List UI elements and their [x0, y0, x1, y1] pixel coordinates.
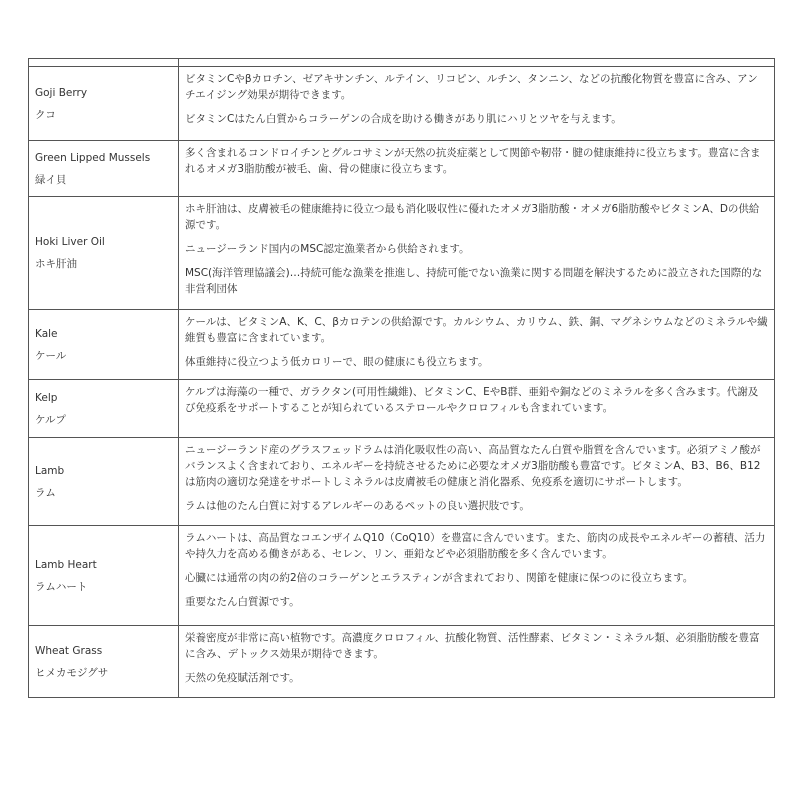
description-paragraph: ラムは他のたん白質に対するアレルギーのあるペットの良い選択肢です。 — [185, 500, 530, 512]
table-row — [29, 67, 774, 141]
ingredient-name-cell — [29, 438, 179, 525]
description-paragraph: MSC(海洋管理協議会)…持続可能な漁業を推進し、持続可能でない漁業に関する問題を解決するために設立された国際的な非営利団体 — [185, 267, 763, 295]
table-row — [29, 626, 774, 698]
ingredient-name-cell — [29, 141, 179, 196]
description-paragraph: ビタミンCはたん白質からコラーゲンの合成を助ける働きがあり肌にハリとツヤを与えます。 — [185, 113, 622, 125]
ingredient-name-en: Lamb Heart — [35, 558, 97, 571]
ingredient-name-en: Kale — [35, 327, 58, 340]
description-paragraph: ホキ肝油は、皮膚被毛の健康維持に役立つ最も消化吸収性に優れたオメガ3脂肪酸・オメガ6脂肪酸やビタミンA、Dの供給源です。 — [185, 203, 760, 231]
ingredient-name-ja: 緑イ貝 — [35, 173, 67, 186]
description-paragraph: 体重維持に役立つよう低カロリーで、眼の健康にも役立ちます。 — [185, 356, 489, 368]
description-paragraph: 心臓には通常の肉の約2倍のコラーゲンとエラスティンが含まれており、関節を健康に保つのに役立ちます。 — [185, 572, 694, 584]
ingredient-description-cell — [179, 67, 774, 140]
ingredient-name-en: Hoki Liver Oil — [35, 236, 105, 248]
ingredient-name-en: Wheat Grass — [35, 644, 103, 657]
ingredient-name-ja: ケール — [35, 349, 67, 362]
description-paragraph: ニュージーランド産のグラスフェッドラムは消化吸収性の高い、高品質なたん白質や脂質を含んでいます。必須アミノ酸がバランスよく含まれており、エネルギーを持続させるために必要なオメガ3脂肪酸も豊富です。ビタミンA、B3、B6、B12は筋肉の適切な発達をサポートしミネラルは皮膚被毛の健康と消化器系、免疫系を適切にサポートします。 — [185, 444, 761, 488]
description-paragraph: ケルプは海藻の一種で、ガラクタン(可用性繊維)、ビタミンC、EやB群、亜鉛や銅などのミネラルを多く含みます。代謝及び免疫系をサポートすることが知られているステロールやクロロフィルも含まれています。 — [185, 386, 759, 414]
ingredient-name-ja: ラムハート — [35, 580, 88, 593]
table-row — [29, 380, 774, 438]
ingredient-name-ja: ホキ肝油 — [35, 258, 77, 270]
ingredient-name-ja: ヒメカモジグサ — [35, 666, 109, 679]
ingredient-name-cell — [29, 197, 179, 309]
ingredient-description-cell — [179, 141, 774, 196]
table-row — [29, 526, 774, 626]
ingredient-name-ja: ケルプ — [35, 413, 66, 426]
ingredient-name-en: Kelp — [35, 391, 58, 404]
description-paragraph: 多く含まれるコンドロイチンとグルコサミンが天然の抗炎症薬として関節や靭帯・腱の健康維持に役立ちます。豊富に含まれるオメガ3脂肪酸が被毛、歯、骨の健康に役立ちます。 — [185, 147, 761, 175]
ingredient-name-cell — [29, 67, 179, 140]
description-paragraph: 重要なたん白質源です。 — [185, 596, 300, 608]
description-paragraph: 天然の免疫賦活剤です。 — [185, 672, 300, 684]
ingredient-name-ja: ラム — [35, 486, 56, 499]
table-header-remnant — [29, 59, 774, 67]
ingredient-description-cell — [179, 197, 774, 309]
ingredient-name-en: Green Lipped Mussels — [35, 151, 151, 164]
description-paragraph: 栄養密度が非常に高い植物です。高濃度クロロフィル、抗酸化物質、活性酵素、ビタミン・ミネラル類、必須脂肪酸を豊富に含み、デトックス効果が期待できます。 — [185, 632, 760, 660]
ingredient-description-cell — [179, 380, 774, 437]
table-row — [29, 197, 774, 310]
ingredient-description-cell — [179, 310, 774, 379]
ingredient-description-cell — [179, 626, 774, 697]
ingredient-description-cell — [179, 526, 774, 625]
table-body — [29, 67, 774, 698]
table-row — [29, 310, 774, 380]
header-desc-cell — [179, 59, 774, 67]
ingredients-table — [28, 58, 775, 698]
table-row — [29, 141, 774, 197]
ingredient-name-cell — [29, 626, 179, 697]
table-row — [29, 438, 774, 526]
description-paragraph: ニュージーランド国内のMSC認定漁業者から供給されます。 — [185, 243, 470, 255]
ingredient-name-cell — [29, 380, 179, 437]
description-paragraph: ビタミンCやβカロチン、ゼアキサンチン、ルテイン、リコピン、ルチン、タンニン、などの抗酸化物質を豊富に含み、アンチエイジング効果が期待できます。 — [185, 73, 758, 101]
ingredient-description-cell — [179, 438, 774, 525]
ingredient-name-ja: クコ — [35, 108, 56, 121]
ingredient-name-cell — [29, 526, 179, 625]
ingredient-name-en: Goji Berry — [35, 86, 88, 99]
header-name-cell — [29, 59, 179, 66]
description-paragraph: ケールは、ビタミンA、K、C、βカロテンの供給源です。カルシウム、カリウム、鉄、銅、マグネシウムなどのミネラルや繊維質も豊富に含まれています。 — [185, 316, 768, 344]
ingredient-name-cell — [29, 310, 179, 379]
ingredient-name-en: Lamb — [35, 464, 65, 477]
description-paragraph: ラムハートは、高品質なコエンザイムQ10（CoQ10）を豊富に含んでいます。また、筋肉の成長やエネルギーの蓄積、活力や持久力を高める働きがある、セレン、リン、亜鉛などや必須脂肪酸を多く含んでいます。 — [185, 532, 766, 560]
